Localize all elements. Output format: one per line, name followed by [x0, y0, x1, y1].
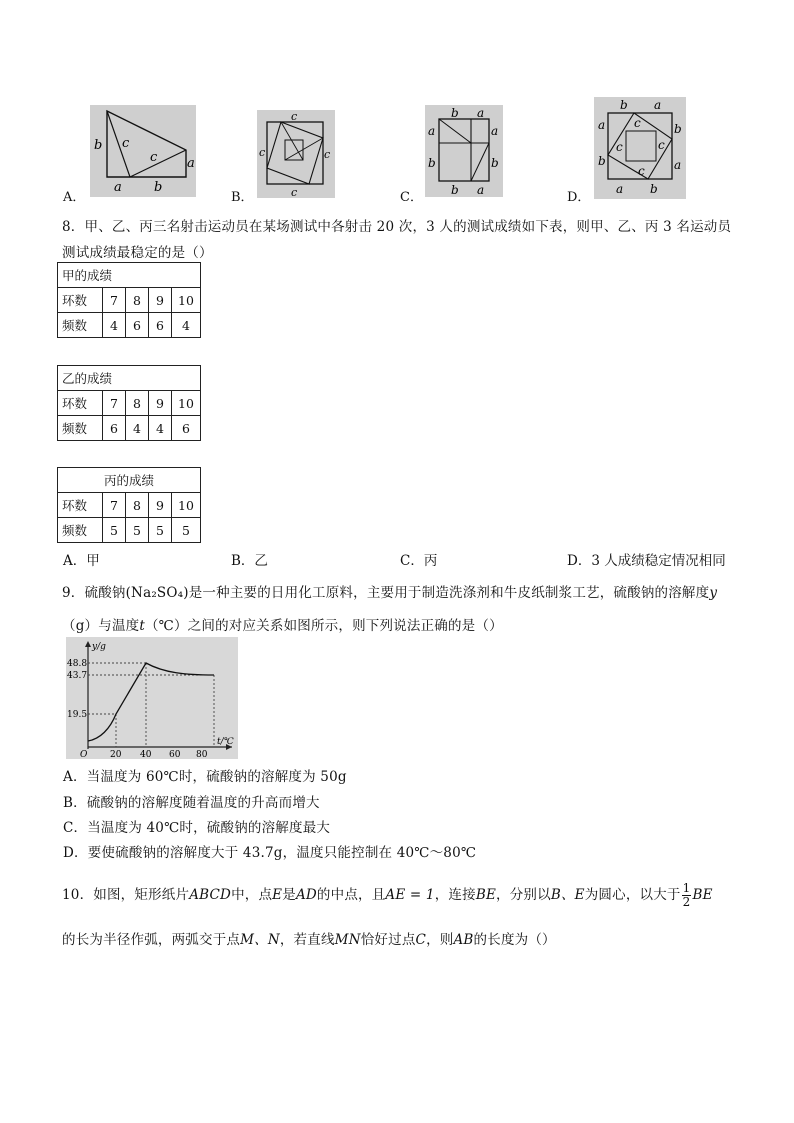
q7c-label-b-left: b — [428, 156, 436, 170]
q7-figure-d-drawing — [594, 97, 686, 199]
q7d-label-a-right: a — [674, 158, 682, 172]
q10-be-2: BE — [692, 887, 713, 903]
q7d-label-b-bottom: b — [650, 182, 658, 196]
q7d-label-c-left: c — [616, 140, 623, 154]
q8-table-yi-cell: 6 — [103, 416, 126, 441]
q8-table-yi-cell: 4 — [149, 416, 172, 441]
q7c-label-b-top: b — [451, 106, 459, 120]
q8-table-yi-cell: 4 — [126, 416, 149, 441]
q7b-label-c-bottom: c — [291, 186, 298, 198]
q8-table-jia-cell: 6 — [149, 313, 172, 338]
q9-stem-part2: 是一种主要的日用化工原料，主要用于制造洗涤剂和牛皮纸制浆工艺，硫酸钠的溶解度 — [188, 585, 710, 601]
q9-choice-c: C．当温度为 40℃时，硫酸钠的溶解度最大 — [63, 820, 331, 836]
q9-var-t: t — [139, 618, 145, 634]
q8-table-bing-cell: 5 — [172, 518, 201, 543]
q8-stem-line1: 8．甲、乙、丙三名射击运动员在某场测试中各射击 20 次，3 人的测试成绩如下表，则甲、乙、丙 3 名运动员 — [62, 219, 732, 235]
q7-option-a-key: A． — [63, 190, 86, 205]
q9-graph-x-unit: t/℃ — [217, 737, 234, 747]
q9-choice-b: B．硫酸钠的溶解度随着温度的升高而增大 — [63, 795, 320, 811]
q7-option-b-key: B． — [231, 190, 254, 205]
q8-choice-d: D．3 人成绩稳定情况相同 — [567, 553, 726, 569]
q7a-label-c2: c — [150, 150, 158, 165]
q8-stem-line2: 测试成绩最稳定的是（） — [62, 245, 213, 261]
q7-figure-a — [90, 105, 196, 197]
q10-part11: ，则 — [426, 932, 454, 948]
q10-ad: AD — [295, 887, 317, 903]
q8-table-yi-row2-head: 频数 — [58, 416, 103, 441]
q8-table-yi-cell: 9 — [149, 391, 172, 416]
q10-part12: 的长度为（） — [473, 932, 556, 948]
q10-frac-num: 1 — [682, 881, 691, 895]
q9-stem-part3: （g）与温度 — [62, 618, 140, 634]
q7d-label-b-left: b — [598, 154, 606, 168]
q7-option-d-key: D． — [567, 190, 591, 205]
q10-part5: ，连接 — [434, 887, 476, 903]
q8-table-yi-row1-head: 环数 — [58, 391, 103, 416]
q9-stem-line2 — [62, 614, 503, 634]
q7c-label-a-right: a — [491, 124, 499, 138]
q9-graph-xtick-40: 40 — [140, 750, 152, 759]
q8-table-bing-caption: 丙的成绩 — [58, 468, 201, 493]
q7a-label-a-bottom: a — [114, 180, 122, 195]
q8-table-jia-cell: 6 — [126, 313, 149, 338]
q10-part10: 恰好过点 — [360, 932, 416, 948]
q7-figure-c-drawing — [425, 105, 503, 197]
q10-part4: 的中点，且 — [316, 887, 386, 903]
q9-var-y: y — [709, 585, 718, 601]
q7b-label-c-left: c — [259, 146, 266, 159]
q9-graph-ytick-43-7: 43.7 — [67, 671, 88, 681]
q8-table-bing-row1-head: 环数 — [58, 493, 103, 518]
q10-part8: 的长为半径作弧，两弧交于点 — [62, 932, 241, 948]
q8-table-bing-row2-head: 频数 — [58, 518, 103, 543]
q9-graph-ytick-48-8: 48.8 — [67, 659, 88, 669]
q7-option-c-key: C． — [400, 190, 423, 205]
q8-table-yi-cell: 8 — [126, 391, 149, 416]
q7-figure-c — [425, 105, 503, 197]
q9-graph-xtick-60: 60 — [169, 750, 181, 759]
q9-stem-part1: 9．硫酸钠 — [62, 585, 126, 601]
q7d-label-a-bottom: a — [616, 182, 624, 196]
q8-choice-c: C．丙 — [400, 553, 438, 569]
q7d-label-c-top: c — [634, 116, 641, 130]
q7b-label-c-right: c — [324, 148, 331, 161]
q9-choice-a: A．当温度为 60℃时，硫酸钠的溶解度为 50g — [63, 769, 347, 785]
q8-table-jia-cell: 7 — [103, 288, 126, 313]
q9-choice-d: D．要使硫酸钠的溶解度大于 43.7g，温度只能控制在 40℃～80℃ — [63, 845, 477, 861]
q8-choice-b: B．乙 — [231, 553, 268, 569]
q10-mn: MN — [334, 932, 361, 948]
q9-graph-xtick-20: 20 — [110, 750, 122, 759]
q8-table-jia — [57, 262, 201, 338]
q9-graph-drawing — [66, 637, 238, 759]
q7a-label-c1: c — [122, 136, 130, 151]
q7d-label-b-top: b — [620, 98, 628, 112]
q8-table-yi — [57, 365, 201, 441]
q10-part9: ，若直线 — [279, 932, 335, 948]
q8-table-bing-cell: 5 — [149, 518, 172, 543]
q8-table-bing — [57, 467, 201, 543]
q10-ae-eq: AE = 1 — [385, 887, 435, 903]
q8-table-bing-cell: 9 — [149, 493, 172, 518]
q10-be-points: B、E — [550, 887, 585, 903]
q8-table-jia-cell: 4 — [172, 313, 201, 338]
q9-graph-origin: O — [80, 750, 88, 759]
q7c-label-b-bottom: b — [451, 183, 459, 197]
q8-table-jia-caption: 甲的成绩 — [58, 263, 201, 288]
q9-stem-part4: （℃）之间的对应关系如图所示，则下列说法正确的是（） — [144, 618, 503, 634]
q10-frac-den: 2 — [682, 895, 691, 909]
q8-table-bing-cell: 7 — [103, 493, 126, 518]
q8-choice-a: A．甲 — [63, 553, 100, 569]
q10-part1: 10．如图，矩形纸片 — [62, 887, 190, 903]
q8-table-yi-cell: 10 — [172, 391, 201, 416]
q7b-label-c-top: c — [291, 110, 298, 123]
q8-table-yi-cell: 6 — [172, 416, 201, 441]
q7-figure-d — [594, 97, 686, 199]
q7-figure-b — [257, 110, 335, 198]
q7a-label-b-bottom: b — [154, 180, 163, 195]
q10-part2: 中，点 — [231, 887, 273, 903]
q8-table-jia-cell: 4 — [103, 313, 126, 338]
q10-fraction — [682, 882, 692, 909]
q7d-label-c-right: c — [658, 138, 665, 152]
q8-table-yi-caption: 乙的成绩 — [58, 366, 201, 391]
q9-stem-line1 — [62, 581, 717, 601]
q7d-label-b-right: b — [674, 122, 682, 136]
q9-solubility-graph — [66, 637, 238, 759]
q7c-label-a-left: a — [428, 124, 436, 138]
q8-table-jia-cell: 10 — [172, 288, 201, 313]
q7a-label-a-right: a — [187, 156, 195, 171]
q10-ab: AB — [453, 932, 474, 948]
q7d-label-a-top: a — [654, 98, 662, 112]
q7d-label-c-bottom: c — [638, 164, 645, 178]
q8-table-bing-cell: 8 — [126, 493, 149, 518]
q8-table-bing-cell: 10 — [172, 493, 201, 518]
q10-e: E — [272, 887, 283, 903]
q8-table-jia-row2-head: 频数 — [58, 313, 103, 338]
q10-be: BE — [475, 887, 497, 903]
q8-table-bing-cell: 5 — [103, 518, 126, 543]
q10-abcd: ABCD — [189, 887, 232, 903]
q10-mn-points: M、N — [240, 932, 280, 948]
q9-formula: (Na₂SO₄) — [125, 585, 189, 601]
q8-table-jia-cell: 8 — [126, 288, 149, 313]
q8-table-jia-cell: 9 — [149, 288, 172, 313]
q8-table-yi-cell: 7 — [103, 391, 126, 416]
q8-table-bing-cell: 5 — [126, 518, 149, 543]
q7c-label-a-top: a — [477, 106, 485, 120]
q8-table-jia-row1-head: 环数 — [58, 288, 103, 313]
q9-graph-ytick-19-5: 19.5 — [67, 710, 88, 720]
q10-stem-line2 — [62, 928, 556, 948]
q7a-label-b: b — [94, 138, 103, 153]
q7-figure-a-drawing — [90, 105, 196, 197]
q9-graph-xtick-80: 80 — [196, 750, 208, 759]
q10-part3: 是 — [282, 887, 296, 903]
q7-figure-b-drawing — [257, 110, 335, 198]
q10-c: C — [415, 932, 427, 948]
q7c-label-b-right: b — [491, 156, 499, 170]
q10-part6: ，分别以 — [496, 887, 551, 903]
q10-stem-line1 — [62, 882, 713, 909]
q7c-label-a-bottom: a — [477, 183, 485, 197]
q7d-label-a-left: a — [598, 118, 606, 132]
q9-graph-y-unit: y/g — [92, 642, 106, 652]
q10-part7: 为圆心，以大于 — [584, 887, 681, 903]
